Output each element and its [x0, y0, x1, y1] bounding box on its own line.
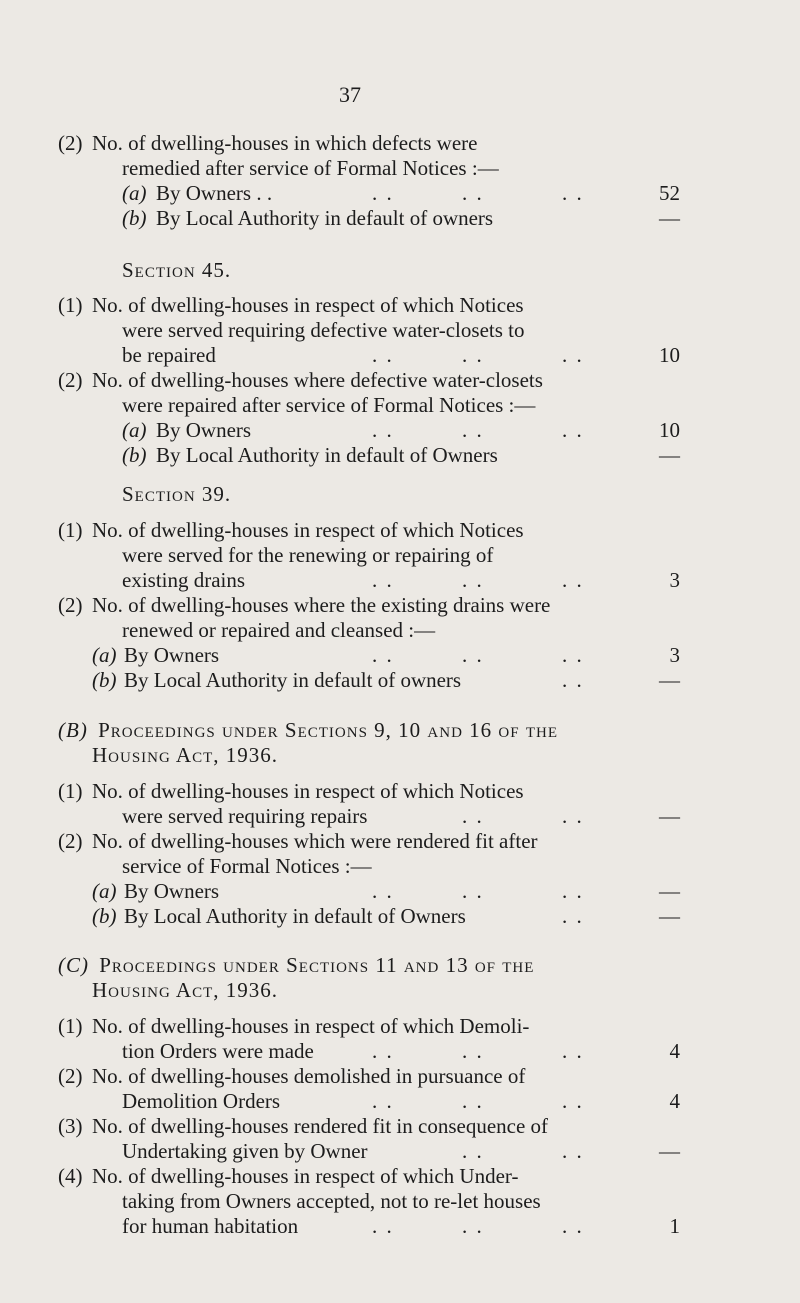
- section-c-heading: (C) Proceedings under Sections 11 and 13 of the: [58, 953, 535, 977]
- s45-item-2b-value: —: [659, 443, 680, 467]
- sb-item-2b-value: —: [659, 904, 680, 928]
- sb-item-2a-value: —: [659, 879, 680, 903]
- section-39-heading: Section 39.: [122, 482, 232, 506]
- s39-item-2a-value: 3: [669, 643, 680, 667]
- sc-item-2-value: 4: [669, 1089, 680, 1113]
- section-45-heading: Section 45.: [122, 258, 232, 282]
- sc-item-1-value: 4: [669, 1039, 680, 1063]
- sc-item-4-value: 1: [669, 1214, 680, 1238]
- s45-item-1-value: 10: [659, 343, 680, 367]
- section-b-heading: (B) Proceedings under Sections 9, 10 and 16 of the: [58, 718, 559, 742]
- item-2b-value: —: [659, 206, 680, 230]
- s45-item-2a-value: 10: [659, 418, 680, 442]
- s39-item-2b-value: —: [659, 668, 680, 692]
- sb-item-1-value: —: [659, 804, 680, 828]
- section-b-heading-line-2: Housing Act, 1936.: [92, 743, 279, 767]
- document-page: 37 (2) No. of dwelling-houses in which defects were remedied after service of Formal Notices :— (a) By Owners . . . . . . . . 52 (b) By Local Authority in default of owners — Section 45. (1) No. of dwelling-houses in respect of which Notices were served requiring defective water-closets to be repaired . . . . . . 10 (2) No. of dwelling-houses where defective water-closets were repaired after service of Formal Notices :— (a) By Owners . . . . . . 10 (b) By Local Authority in default of Owners — Section 39. (1) No. of dwelling-houses in respect of which Notices were served for the renewing or repairing of existing drains . . . . . . 3 (2) No. of dwelling-houses where the existing drains were renewed or repaired and cleansed :— (a) By Owners . . . . . . 3 (b) By Local Authority in default of owners . . — (B) Proceedings under Sections 9, 10 and 16 of the Housing Act, 1936. (1) No. of dwelling-houses in respect of which Notices were served requiring repairs . . . . — (2) No. of dwelling-houses which were rendered fit after service of Formal Notices :— (a) By Owners . . . . . . — (b) By Local Authority in default of Owners . . — (C) Proceedings under Sections 11 and 13 of the Housing Act, 1936. (1) No. of dwelling-houses in respect of which Demoli- tion Orders were made . . . . . . 4 (2) No. of dwelling-houses demolished in pursuance of Demolition Orders . . . . . . 4 (3) No. of dwelling-houses rendered fit in consequence of Undertaking given by Owner . . . . — (4) No. of dwelling-houses in respect of which Under- taking from Owners accepted, not to re-let houses for human habitation . . . . . . 1: [0, 0, 800, 1303]
- section-c-heading-line-2: Housing Act, 1936.: [92, 978, 279, 1002]
- sc-item-3-value: —: [659, 1139, 680, 1163]
- s39-item-1-value: 3: [669, 568, 680, 592]
- page-number: 37: [339, 82, 361, 107]
- item-2a-value: 52: [659, 181, 680, 205]
